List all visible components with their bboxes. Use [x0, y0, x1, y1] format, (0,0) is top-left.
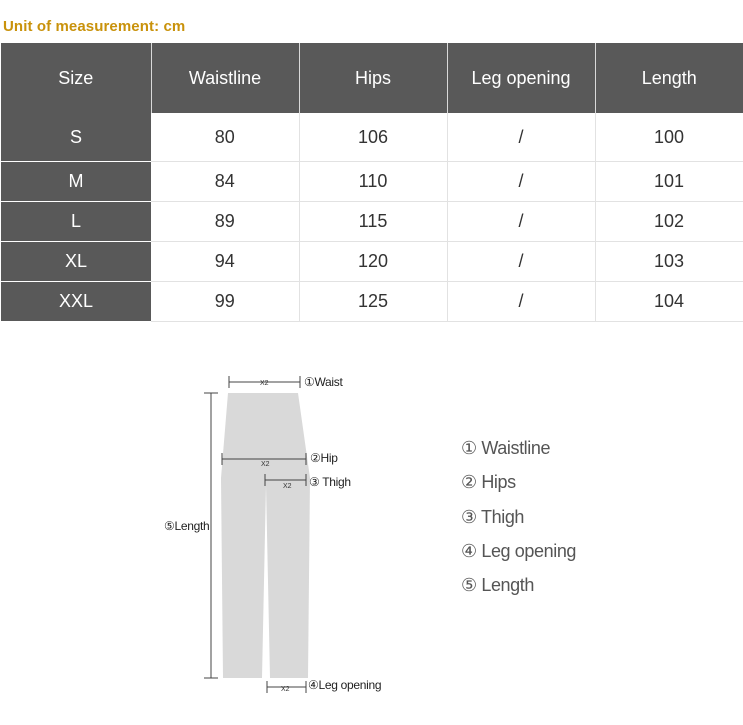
hips-cell: 120 [299, 242, 447, 282]
length-cell: 102 [595, 202, 743, 242]
measurement-legend [461, 436, 576, 607]
pants-measurement-diagram [150, 360, 410, 705]
legend-item-length: ⑤ Length [461, 575, 534, 596]
hips-cell: 115 [299, 202, 447, 242]
length-label: ⑤Length [164, 519, 210, 533]
size-cell: S [1, 113, 151, 162]
table-row [1, 162, 743, 202]
pants-shape [221, 393, 310, 678]
waistline-cell: 80 [151, 113, 299, 162]
length-cell: 104 [595, 282, 743, 322]
leg-opening-cell: / [447, 113, 595, 162]
waistline-cell: 94 [151, 242, 299, 282]
header-waistline: Waistline [151, 43, 299, 113]
leg-opening-cell: / [447, 242, 595, 282]
table-row [1, 113, 743, 162]
leg-opening-cell: / [447, 202, 595, 242]
leg-opening-x2-mark: X2 [281, 686, 290, 693]
length-measure-line [204, 393, 218, 678]
hip-label: ②Hip [310, 451, 338, 465]
legend-item-hips: ② Hips [461, 472, 516, 493]
leg-opening-cell: / [447, 162, 595, 202]
legend-item-thigh: ③ Thigh [461, 506, 525, 527]
table-row [1, 202, 743, 242]
unit-title: Unit of measurement: cm [3, 18, 186, 35]
size-cell: M [1, 162, 151, 202]
size-chart-table [1, 43, 743, 322]
legend-item-leg-opening: ④ Leg opening [461, 540, 577, 561]
table-row [1, 282, 743, 322]
size-cell: L [1, 202, 151, 242]
leg-opening-label: ④Leg opening [308, 678, 382, 692]
waist-x2-mark: X2 [260, 380, 269, 387]
table-header-row [1, 43, 743, 113]
waistline-cell: 99 [151, 282, 299, 322]
size-cell: XL [1, 242, 151, 282]
legend-item-waistline: ① Waistline [461, 438, 551, 458]
header-size: Size [1, 43, 151, 113]
header-leg-opening: Leg opening [447, 43, 595, 113]
waistline-cell: 89 [151, 202, 299, 242]
hips-cell: 106 [299, 113, 447, 162]
thigh-x2-mark: X2 [283, 483, 292, 490]
hip-x2-mark: X2 [261, 461, 270, 468]
thigh-label: ③ Thigh [309, 475, 351, 489]
waistline-cell: 84 [151, 162, 299, 202]
header-length: Length [595, 43, 743, 113]
size-cell: XXL [1, 282, 151, 322]
header-hips: Hips [299, 43, 447, 113]
length-cell: 103 [595, 242, 743, 282]
waist-label: ①Waist [304, 375, 343, 389]
leg-opening-cell: / [447, 282, 595, 322]
table-row [1, 242, 743, 282]
length-cell: 100 [595, 113, 743, 162]
hips-cell: 110 [299, 162, 447, 202]
hips-cell: 125 [299, 282, 447, 322]
length-cell: 101 [595, 162, 743, 202]
